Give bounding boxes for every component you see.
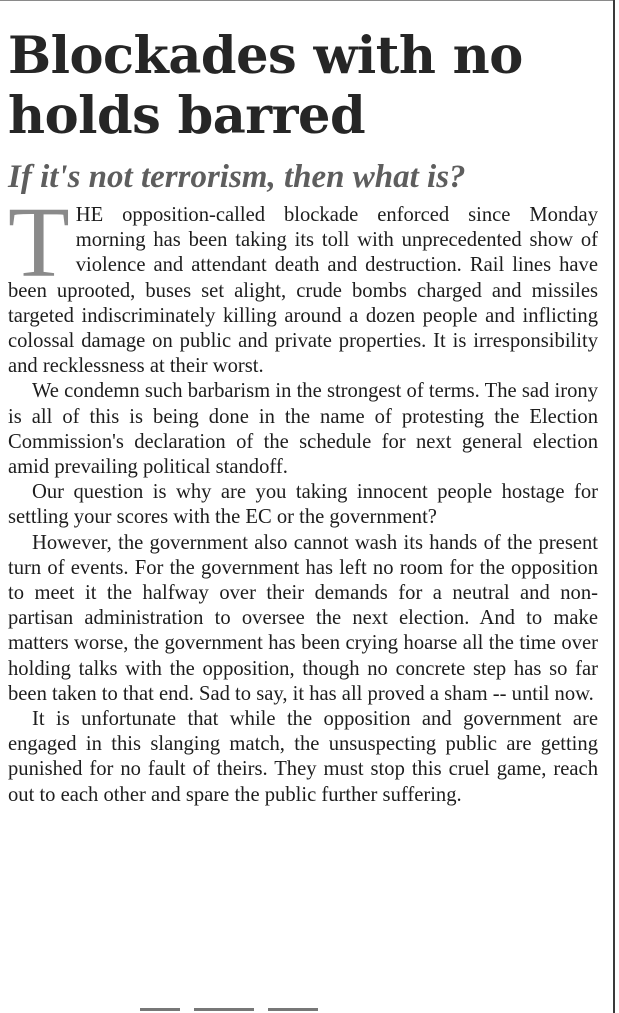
drop-cap: T [8,186,70,298]
paragraph: It is unfortunate that while the opposition and government are engaged in this slanging match, the unsuspecting public are getting punished for no fault of theirs. They must stop this cruel game, reach out to each other and spare the public further suffering. [8,708,598,806]
column-divider [613,0,615,1013]
cut-off-text-fragment [140,1008,400,1013]
editorial-article [8,26,598,808]
subheadline: If it's not terrorism, then what is? [8,159,466,195]
article-body [8,186,598,808]
paragraph: Our question is why are you taking innocent people hostage for settling your scores with the EC or the government? [8,481,598,529]
headline: Blockades with no holds barred [8,26,523,146]
top-rule [0,0,613,1]
paragraph-text: HE opposition-called blockade enforced since Monday morning has been taking its toll with unprecedented show of violence and attendant death and destruction. Rail lines have been uprooted, buses set alight, crude bombs charged and missiles targeted indiscriminately killing around a dozen people and inflicting colossal damage on public and private properties. It is irresponsibility and recklessness at their worst. [8,204,598,378]
paragraph: However, the government also cannot wash its hands of the present turn of events. For the government has left no room for the opposition to meet it the halfway over their demands for a neutral and non-partisan administration to oversee the next election. And to make matters worse, the government has been crying hoarse all the time over holding talks with the opposition, though no concrete step has so far been taken to that end. Sad to say, it has all proved a sham -- until now. [8,531,598,705]
paragraph: We condemn such barbarism in the strongest of terms. The sad irony is all of this is being done in the name of protesting the Election Commission's declaration of the schedule for next general election amid prevailing political standoff. [8,380,598,479]
paragraph [8,186,598,379]
